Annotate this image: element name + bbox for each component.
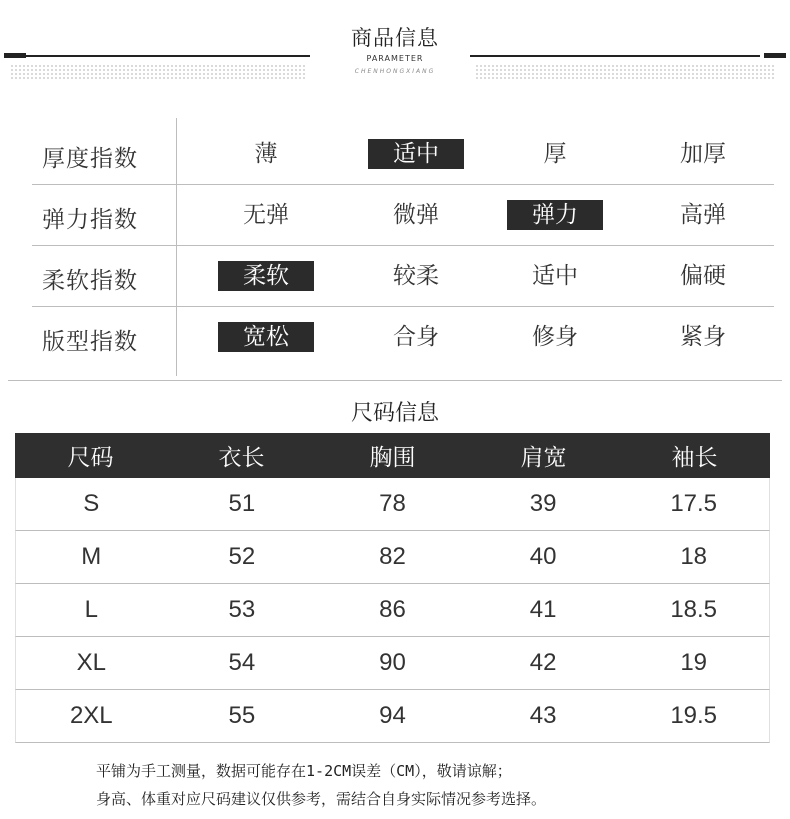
table-row xyxy=(15,584,770,637)
param-row xyxy=(32,185,774,246)
param-option: 偏硬 xyxy=(680,263,726,289)
table-cell: M xyxy=(81,543,102,570)
table-cell: 41 xyxy=(529,596,557,623)
section-subtitle: PARAMETER xyxy=(366,54,424,63)
param-label: 柔软指数 xyxy=(42,268,138,294)
parameter-table xyxy=(32,124,774,368)
table-row xyxy=(15,690,770,743)
table-cell: 2XL xyxy=(69,702,113,729)
table-cell: L xyxy=(84,596,98,623)
table-cell: 94 xyxy=(379,702,406,729)
table-cell: 17.5 xyxy=(670,490,718,517)
param-row xyxy=(32,246,774,307)
param-option: 修身 xyxy=(532,324,578,350)
table-cell: 51 xyxy=(228,490,256,517)
table-cell: 39 xyxy=(529,490,557,517)
table-cell: 42 xyxy=(529,649,557,676)
table-row xyxy=(15,478,770,531)
section-title: 商品信息 xyxy=(351,26,439,50)
param-label: 弹力指数 xyxy=(42,207,138,233)
table-cell: 18 xyxy=(680,543,708,570)
table-cell: 53 xyxy=(228,596,256,623)
param-row xyxy=(32,307,774,368)
table-cell: 55 xyxy=(228,702,256,729)
table-cell: 43 xyxy=(529,702,557,729)
param-option: 加厚 xyxy=(680,141,726,167)
param-label: 厚度指数 xyxy=(42,146,138,172)
size-column-header: 肩宽 xyxy=(520,445,567,471)
size-advice-note: 身高、体重对应尺码建议仅供参考，需结合自身实际情况参考选择。 xyxy=(96,790,547,808)
size-column-header: 尺码 xyxy=(67,445,114,471)
table-cell: 18.5 xyxy=(670,596,718,623)
table-cell: S xyxy=(83,490,100,517)
table-row xyxy=(15,637,770,690)
param-option: 较柔 xyxy=(393,263,439,289)
param-option: 适中 xyxy=(532,263,578,289)
size-column-header: 袖长 xyxy=(671,445,718,471)
param-option-selected: 宽松 xyxy=(218,322,314,352)
table-cell: 54 xyxy=(228,649,256,676)
size-table-header xyxy=(15,433,770,478)
param-option: 无弹 xyxy=(243,202,289,228)
param-option-selected: 适中 xyxy=(368,139,464,169)
table-cell: 78 xyxy=(379,490,406,517)
size-info-title: 尺码信息 xyxy=(350,401,439,426)
param-label: 版型指数 xyxy=(42,329,138,355)
size-table xyxy=(15,433,770,743)
param-option-selected: 柔软 xyxy=(218,261,314,291)
table-cell: XL xyxy=(76,649,106,676)
param-option: 厚 xyxy=(543,141,567,167)
size-table-body xyxy=(15,478,770,743)
param-bottom-divider xyxy=(8,380,782,381)
param-option-selected: 弹力 xyxy=(507,200,603,230)
table-cell: 90 xyxy=(379,649,406,676)
table-row xyxy=(15,531,770,584)
param-option: 合身 xyxy=(393,324,439,350)
table-cell: 52 xyxy=(228,543,256,570)
section-tiny-text: CHENHONGXIANG xyxy=(354,68,436,75)
param-option: 微弹 xyxy=(393,202,439,228)
table-cell: 19.5 xyxy=(670,702,718,729)
param-option: 薄 xyxy=(254,141,278,167)
table-cell: 86 xyxy=(379,596,406,623)
measurement-note: 平铺为手工测量，数据可能存在1-2CM误差（CM），敬请谅解； xyxy=(96,762,512,780)
product-info-header xyxy=(0,0,790,90)
param-option: 紧身 xyxy=(680,324,726,350)
size-column-header: 衣长 xyxy=(218,445,265,471)
param-option: 高弹 xyxy=(680,202,726,228)
size-column-header: 胸围 xyxy=(369,445,416,471)
table-cell: 40 xyxy=(529,543,557,570)
table-cell: 19 xyxy=(680,649,708,676)
param-row xyxy=(32,124,774,185)
table-cell: 82 xyxy=(379,543,406,570)
